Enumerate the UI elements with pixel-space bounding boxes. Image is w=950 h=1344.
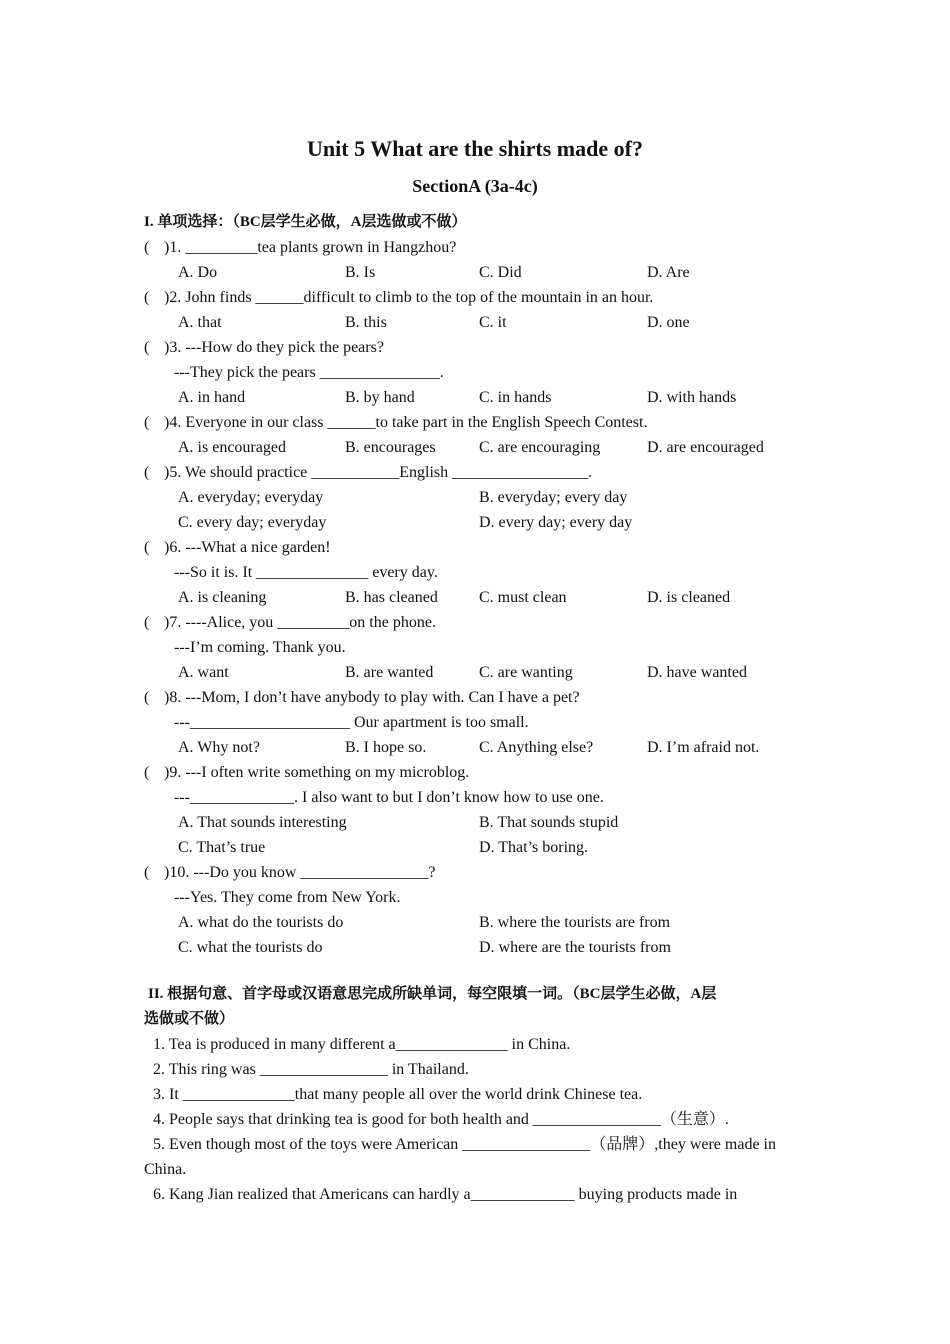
q6-option-a: A. is cleaning xyxy=(178,589,267,606)
fill-item-6: 6. Kang Jian realized that Americans can hardly a_____________ buying products made in xyxy=(153,1186,738,1203)
section2-heading-line1: II. 根据句意、首字母或汉语意思完成所缺单词，每空限填一词。（BC层学生必做，A层 xyxy=(148,986,717,1002)
q6-option-d: D. is cleaned xyxy=(647,589,731,606)
question-6: ( )6. ---What a nice garden! xyxy=(144,539,331,556)
q10-option-d: D. where are the tourists from xyxy=(479,939,671,956)
q7-option-c: C. are wanting xyxy=(479,664,573,681)
q8-line2: ---____________________ Our apartment is too small. xyxy=(174,714,529,731)
q3-option-c: C. in hands xyxy=(479,389,552,406)
page-title: Unit 5 What are the shirts made of? xyxy=(307,136,643,161)
q7-line2: ---I’m coming. Thank you. xyxy=(174,639,346,656)
q5-option-c: C. every day; everyday xyxy=(178,514,327,531)
q4-option-d: D. are encouraged xyxy=(647,439,764,456)
question-10: ( )10. ---Do you know ________________? xyxy=(144,864,436,881)
q10-option-b: B. where the tourists are from xyxy=(479,914,671,931)
q3-option-d: D. with hands xyxy=(647,389,737,406)
q2-option-a: A. that xyxy=(178,314,222,331)
fill-item-1: 1. Tea is produced in many different a______________ in China. xyxy=(153,1036,571,1053)
q5-option-d: D. every day; every day xyxy=(479,514,633,531)
q1-option-a: A. Do xyxy=(178,264,218,281)
fill-item-5-cont: China. xyxy=(144,1161,187,1178)
q7-option-d: D. have wanted xyxy=(647,664,747,681)
section2-heading-line2: 选做或不做） xyxy=(144,1011,235,1027)
question-8: ( )8. ---Mom, I don’t have anybody to play with. Can I have a pet? xyxy=(144,689,580,706)
q2-option-d: D. one xyxy=(647,314,690,331)
q10-option-c: C. what the tourists do xyxy=(178,939,323,956)
section1-heading: I. 单项选择：（BC层学生必做，A层选做或不做） xyxy=(144,214,467,230)
q9-line2: ---_____________. I also want to but I don’t know how to use one. xyxy=(174,789,604,806)
question-1: ( )1. _________tea plants grown in Hangzhou? xyxy=(144,239,457,256)
page-subtitle: SectionA (3a-4c) xyxy=(412,176,538,196)
question-9: ( )9. ---I often write something on my microblog. xyxy=(144,764,470,781)
q1-option-d: D. Are xyxy=(647,264,690,281)
q4-option-a: A. is encouraged xyxy=(178,439,286,456)
fill-item-3: 3. It ______________that many people all over the world drink Chinese tea. xyxy=(153,1086,643,1103)
q7-option-a: A. want xyxy=(178,664,229,681)
q8-option-a: A. Why not? xyxy=(178,739,260,756)
q3-option-a: A. in hand xyxy=(178,389,246,406)
q1-option-b: B. Is xyxy=(345,264,376,281)
q10-line2: ---Yes. They come from New York. xyxy=(174,889,401,906)
q5-option-a: A. everyday; everyday xyxy=(178,489,324,506)
q9-option-c: C. That’s true xyxy=(178,839,266,856)
q8-option-c: C. Anything else? xyxy=(479,739,594,756)
fill-item-5: 5. Even though most of the toys were American ________________（品牌）,they were made in xyxy=(153,1136,776,1153)
q2-option-b: B. this xyxy=(345,314,387,331)
question-2: ( )2. John finds ______difficult to climb to the top of the mountain in an hour. xyxy=(144,289,654,306)
q9-option-a: A. That sounds interesting xyxy=(178,814,347,831)
q7-option-b: B. are wanted xyxy=(345,664,434,681)
q6-option-b: B. has cleaned xyxy=(345,589,438,606)
fill-item-4: 4. People says that drinking tea is good for both health and ________________（生意）. xyxy=(153,1111,729,1128)
question-7: ( )7. ----Alice, you _________on the phone. xyxy=(144,614,436,631)
q10-option-a: A. what do the tourists do xyxy=(178,914,344,931)
q6-line2: ---So it is. It ______________ every day. xyxy=(174,564,438,581)
q9-option-b: B. That sounds stupid xyxy=(479,814,619,831)
q3-option-b: B. by hand xyxy=(345,389,415,406)
q6-option-c: C. must clean xyxy=(479,589,567,606)
q8-option-d: D. I’m afraid not. xyxy=(647,739,760,756)
q9-option-d: D. That’s boring. xyxy=(479,839,589,856)
q5-option-b: B. everyday; every day xyxy=(479,489,628,506)
q2-option-c: C. it xyxy=(479,314,507,331)
q3-line2: ---They pick the pears _______________. xyxy=(174,364,444,381)
q1-option-c: C. Did xyxy=(479,264,522,281)
question-5: ( )5. We should practice ___________English _________________. xyxy=(144,464,593,481)
q8-option-b: B. I hope so. xyxy=(345,739,427,756)
question-4: ( )4. Everyone in our class ______to take part in the English Speech Contest. xyxy=(144,414,648,431)
q4-option-c: C. are encouraging xyxy=(479,439,601,456)
fill-item-2: 2. This ring was ________________ in Thailand. xyxy=(153,1061,469,1078)
question-3: ( )3. ---How do they pick the pears? xyxy=(144,339,384,356)
q4-option-b: B. encourages xyxy=(345,439,436,456)
